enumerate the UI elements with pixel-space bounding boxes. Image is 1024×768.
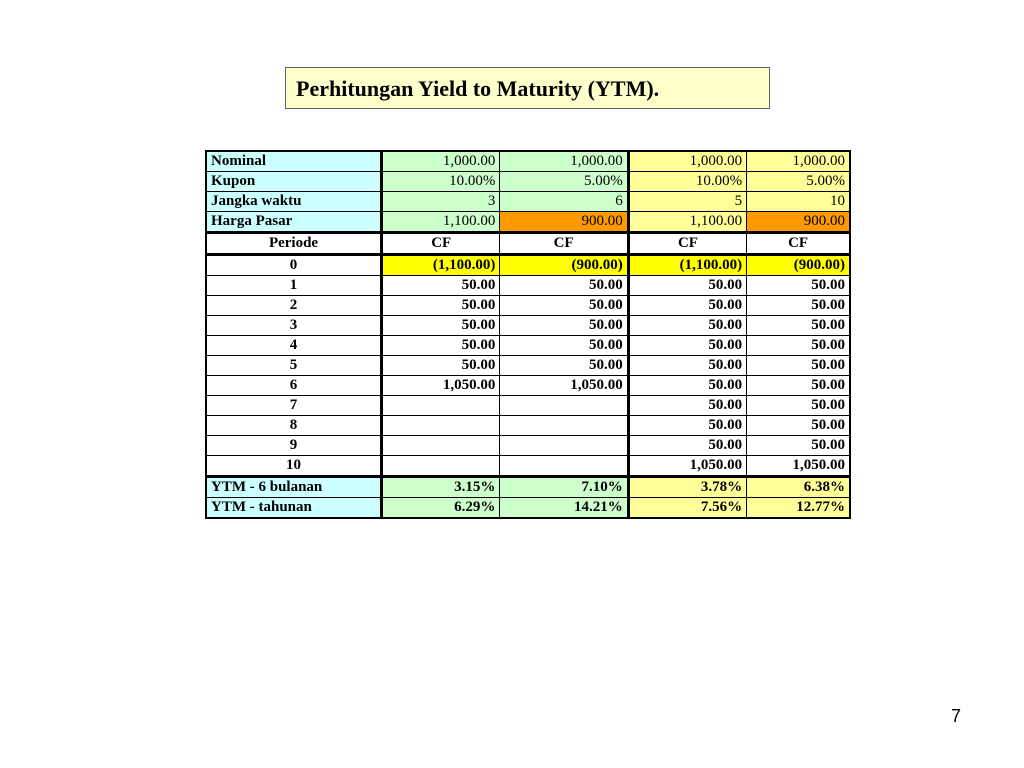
param-value: 5.00%: [747, 172, 850, 192]
cf-cell: 50.00: [500, 276, 628, 296]
cf-cell: 50.00: [628, 296, 746, 316]
cf-cell: 50.00: [747, 316, 850, 336]
column-header-cf: CF: [500, 233, 628, 255]
cf-cell: 50.00: [747, 416, 850, 436]
table-row: [206, 296, 850, 316]
cf-cell: 50.00: [747, 396, 850, 416]
period-cell: 6: [206, 376, 382, 396]
table-row: [206, 255, 850, 276]
table-row: [206, 436, 850, 456]
period-cell: 5: [206, 356, 382, 376]
param-value: 1,100.00: [382, 212, 500, 233]
param-label: Kupon: [206, 172, 382, 192]
result-value: 7.10%: [500, 477, 628, 498]
param-value: 900.00: [747, 212, 850, 233]
table-header-row: [206, 233, 850, 255]
result-value: 6.29%: [382, 498, 500, 519]
params-section: [206, 151, 850, 233]
period-cell: 3: [206, 316, 382, 336]
cf-cell: 50.00: [628, 376, 746, 396]
result-value: 12.77%: [747, 498, 850, 519]
result-value: 3.78%: [628, 477, 746, 498]
period-cell: 0: [206, 255, 382, 276]
period-cell: 9: [206, 436, 382, 456]
param-value: 6: [500, 192, 628, 212]
param-label: Harga Pasar: [206, 212, 382, 233]
cf-cell: 50.00: [500, 316, 628, 336]
table-row: [206, 151, 850, 172]
period-cell: 1: [206, 276, 382, 296]
table-row: [206, 498, 850, 519]
cf-cell: [382, 436, 500, 456]
cf-cell: 50.00: [747, 336, 850, 356]
cf-cell: 1,050.00: [382, 376, 500, 396]
cf-cell: 50.00: [382, 356, 500, 376]
table-row: [206, 212, 850, 233]
cf-cell: [382, 416, 500, 436]
cf-cell: [382, 396, 500, 416]
cf-cell: 50.00: [628, 356, 746, 376]
param-label: Nominal: [206, 151, 382, 172]
param-label: Jangka waktu: [206, 192, 382, 212]
table-row: [206, 316, 850, 336]
result-value: 7.56%: [628, 498, 746, 519]
cf-cell: 50.00: [382, 296, 500, 316]
result-value: 14.21%: [500, 498, 628, 519]
cf-cell: 1,050.00: [747, 456, 850, 477]
cf-cell: [500, 436, 628, 456]
cf-cell: 50.00: [628, 416, 746, 436]
cf-cell: 50.00: [500, 356, 628, 376]
table-row: [206, 192, 850, 212]
param-value: 1,000.00: [500, 151, 628, 172]
param-value: 1,000.00: [747, 151, 850, 172]
cf-cell: 50.00: [628, 436, 746, 456]
period-cell: 4: [206, 336, 382, 356]
period-cell: 7: [206, 396, 382, 416]
cf-cell: 50.00: [628, 276, 746, 296]
table-row: [206, 172, 850, 192]
cf-cell: [500, 416, 628, 436]
param-value: 1,100.00: [628, 212, 746, 233]
cf-cell: 50.00: [747, 296, 850, 316]
column-header-cf: CF: [747, 233, 850, 255]
cf-cell: 50.00: [500, 296, 628, 316]
column-header-period: Periode: [206, 233, 382, 255]
table-row: [206, 396, 850, 416]
table-row: [206, 376, 850, 396]
result-value: 6.38%: [747, 477, 850, 498]
cf-cell: 50.00: [747, 376, 850, 396]
param-value: 5: [628, 192, 746, 212]
table-row: [206, 477, 850, 498]
param-value: 1,000.00: [382, 151, 500, 172]
table-row: [206, 336, 850, 356]
param-value: 3: [382, 192, 500, 212]
table-row: [206, 456, 850, 477]
cf-cell: (900.00): [500, 255, 628, 276]
table-row: [206, 416, 850, 436]
period-cell: 2: [206, 296, 382, 316]
cf-cell: 50.00: [382, 336, 500, 356]
cf-cell: 50.00: [747, 276, 850, 296]
cf-cell: [500, 396, 628, 416]
cashflow-section: [206, 233, 850, 477]
cf-cell: [500, 456, 628, 477]
page-title: Perhitungan Yield to Maturity (YTM).: [285, 67, 770, 109]
table-row: [206, 356, 850, 376]
result-value: 3.15%: [382, 477, 500, 498]
cf-cell: [382, 456, 500, 477]
ytm-table: [205, 150, 851, 519]
cf-cell: 50.00: [500, 336, 628, 356]
column-header-cf: CF: [628, 233, 746, 255]
cf-cell: 50.00: [747, 356, 850, 376]
param-value: 900.00: [500, 212, 628, 233]
cf-cell: (1,100.00): [628, 255, 746, 276]
cf-cell: (900.00): [747, 255, 850, 276]
period-cell: 10: [206, 456, 382, 477]
param-value: 10.00%: [382, 172, 500, 192]
cf-cell: 50.00: [628, 316, 746, 336]
cf-cell: 50.00: [628, 336, 746, 356]
param-value: 10: [747, 192, 850, 212]
cf-cell: (1,100.00): [382, 255, 500, 276]
column-header-cf: CF: [382, 233, 500, 255]
cf-cell: 50.00: [382, 276, 500, 296]
param-value: 1,000.00: [628, 151, 746, 172]
cf-cell: 50.00: [747, 436, 850, 456]
cf-cell: 50.00: [382, 316, 500, 336]
period-cell: 8: [206, 416, 382, 436]
cf-cell: 50.00: [628, 396, 746, 416]
table-row: [206, 276, 850, 296]
page-number: 7: [951, 706, 962, 726]
result-label: YTM - 6 bulanan: [206, 477, 382, 498]
cf-cell: 1,050.00: [628, 456, 746, 477]
param-value: 10.00%: [628, 172, 746, 192]
param-value: 5.00%: [500, 172, 628, 192]
result-label: YTM - tahunan: [206, 498, 382, 519]
cf-cell: 1,050.00: [500, 376, 628, 396]
results-section: [206, 477, 850, 519]
